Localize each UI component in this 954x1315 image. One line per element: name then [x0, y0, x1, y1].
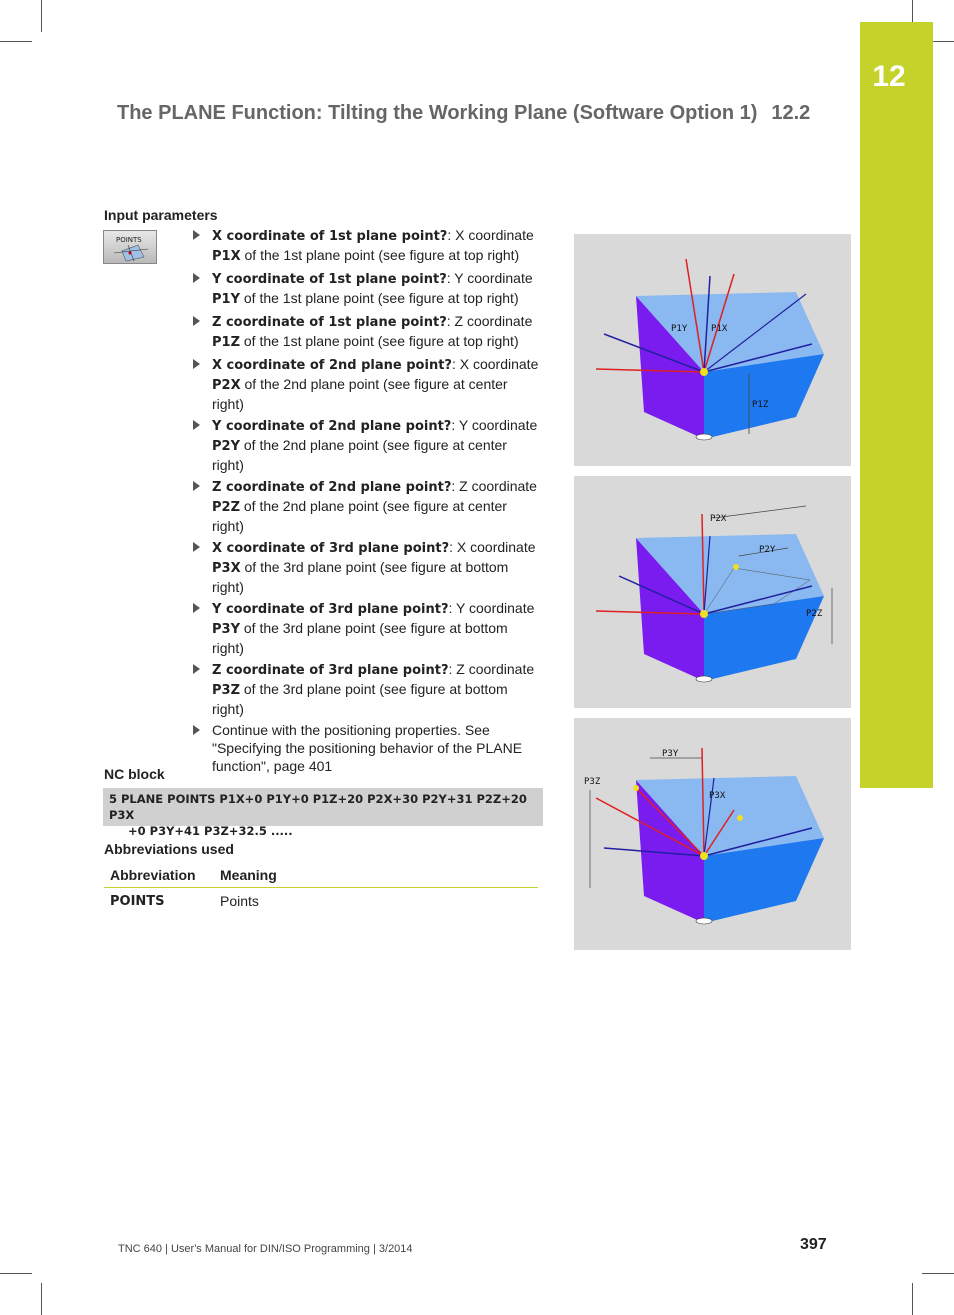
nc-code-line: +0 P3Y+41 P3Z+32.5 ..... — [128, 824, 293, 838]
header-title: The PLANE Function: Tilting the Working Plane (Software Option 1) — [117, 102, 758, 124]
figure-label: P1Z — [752, 400, 769, 410]
list-item — [192, 599, 542, 657]
figure-label: P3Z — [584, 777, 601, 787]
figure-label: P1X — [711, 324, 728, 334]
column-header: Abbreviation — [104, 863, 214, 888]
list-item — [192, 660, 542, 718]
param-name: Z coordinate of 3rd plane point? — [212, 663, 449, 678]
param-desc: : Z coordinate — [448, 661, 535, 677]
figure-label: P2Z — [806, 609, 823, 619]
param-desc: of the 2nd plane point (see figure at center right) — [212, 437, 507, 473]
bullet-arrow-icon — [193, 481, 200, 491]
crop-mark — [912, 1283, 913, 1315]
param-desc: of the 2nd plane point (see figure at center right) — [212, 376, 508, 412]
list-item — [192, 269, 542, 309]
param-name: Z coordinate of 2nd plane point? — [212, 480, 452, 495]
param-name: X coordinate of 2nd plane point? — [212, 358, 452, 373]
param-code: P1Z — [212, 335, 240, 350]
points-softkey-icon — [103, 230, 157, 264]
bullet-arrow-icon — [193, 230, 200, 240]
param-desc: : Z coordinate — [446, 313, 533, 329]
figure-top-p1 — [574, 234, 851, 466]
page-footer: TNC 640 | User's Manual for DIN/ISO Programming | 3/2014 — [118, 1243, 413, 1255]
continue-text: Continue with the positioning properties. See "Specifying the positioning behavior of the PLANE function", page 401 — [212, 722, 523, 774]
bullet-arrow-icon — [193, 664, 200, 674]
list-item — [192, 416, 542, 474]
softkey-label: POINTS — [116, 236, 142, 244]
param-desc: : Y coordinate — [448, 600, 535, 616]
page-header — [117, 102, 837, 125]
table-cell: Points — [220, 893, 259, 909]
column-header: Meaning — [214, 863, 538, 888]
figure-label: P1Y — [671, 324, 688, 334]
figure-label: P3Y — [662, 749, 679, 759]
param-name: X coordinate of 3rd plane point? — [212, 541, 450, 556]
param-desc: of the 1st plane point (see figure at top right) — [240, 290, 519, 306]
abbreviation-table — [104, 863, 538, 914]
nc-code-block — [103, 788, 543, 838]
crop-mark — [0, 41, 32, 42]
param-desc: of the 3rd plane point (see figure at bottom right) — [212, 681, 508, 717]
bullet-arrow-icon — [193, 542, 200, 552]
param-name: Y coordinate of 3rd plane point? — [212, 602, 449, 617]
param-code: P2Y — [212, 439, 240, 454]
table-cell: POINTS — [110, 893, 165, 909]
table-header-row — [104, 863, 538, 888]
bullet-arrow-icon — [193, 603, 200, 613]
list-item — [192, 312, 542, 352]
param-code: P2Z — [212, 500, 240, 515]
list-item — [192, 477, 542, 535]
param-code: P3Z — [212, 683, 240, 698]
param-name: Z coordinate of 1st plane point? — [212, 315, 447, 330]
param-desc: : X coordinate — [451, 356, 539, 372]
figure-bottom-p3 — [574, 718, 851, 950]
param-name: Y coordinate of 1st plane point? — [212, 272, 447, 287]
crop-mark — [0, 1273, 32, 1274]
param-desc: : Z coordinate — [451, 478, 537, 494]
figure-label: P2X — [710, 514, 727, 524]
figure-label: P3X — [709, 791, 726, 801]
crop-mark — [41, 1283, 42, 1315]
bullet-arrow-icon — [193, 316, 200, 326]
param-code: P3X — [212, 561, 241, 576]
list-item — [192, 721, 542, 775]
table-row — [104, 888, 538, 915]
figure-label: P2Y — [759, 545, 776, 555]
figure-center-p2 — [574, 476, 851, 708]
param-code: P2X — [212, 378, 241, 393]
param-desc: of the 3rd plane point (see figure at bottom right) — [212, 559, 509, 595]
list-item — [192, 538, 542, 596]
chapter-number: 12 — [872, 60, 906, 93]
crop-mark — [41, 0, 42, 32]
bullet-arrow-icon — [193, 725, 200, 735]
header-section: 12.2 — [771, 102, 811, 124]
param-desc: : Y coordinate — [446, 270, 533, 286]
param-desc: : Y coordinate — [451, 417, 538, 433]
param-desc: of the 1st plane point (see figure at top right) — [240, 247, 520, 263]
page-number: 397 — [800, 1236, 827, 1253]
input-parameters-heading: Input parameters — [104, 207, 218, 223]
nc-code-line: 5 PLANE POINTS P1X+0 P1Y+0 P1Z+20 P2X+30 P2Y+31 P2Z+20 P3X — [109, 792, 527, 822]
param-code: P1X — [212, 249, 241, 264]
parameter-list — [192, 226, 542, 778]
param-desc: : X coordinate — [447, 227, 534, 243]
bullet-arrow-icon — [193, 273, 200, 283]
chapter-tab — [860, 22, 933, 788]
crop-mark — [922, 1273, 954, 1274]
nc-block-heading: NC block — [104, 766, 165, 782]
bullet-arrow-icon — [193, 359, 200, 369]
param-name: X coordinate of 1st plane point? — [212, 229, 448, 244]
abbreviations-heading: Abbreviations used — [104, 841, 234, 857]
param-desc: of the 3rd plane point (see figure at bottom right) — [212, 620, 508, 656]
param-desc: : X coordinate — [449, 539, 536, 555]
list-item — [192, 355, 542, 413]
param-name: Y coordinate of 2nd plane point? — [212, 419, 452, 434]
param-code: P3Y — [212, 622, 240, 637]
param-desc: of the 2nd plane point (see figure at center right) — [212, 498, 507, 534]
list-item — [192, 226, 542, 266]
param-code: P1Y — [212, 292, 240, 307]
bullet-arrow-icon — [193, 420, 200, 430]
param-desc: of the 1st plane point (see figure at top right) — [240, 333, 519, 349]
